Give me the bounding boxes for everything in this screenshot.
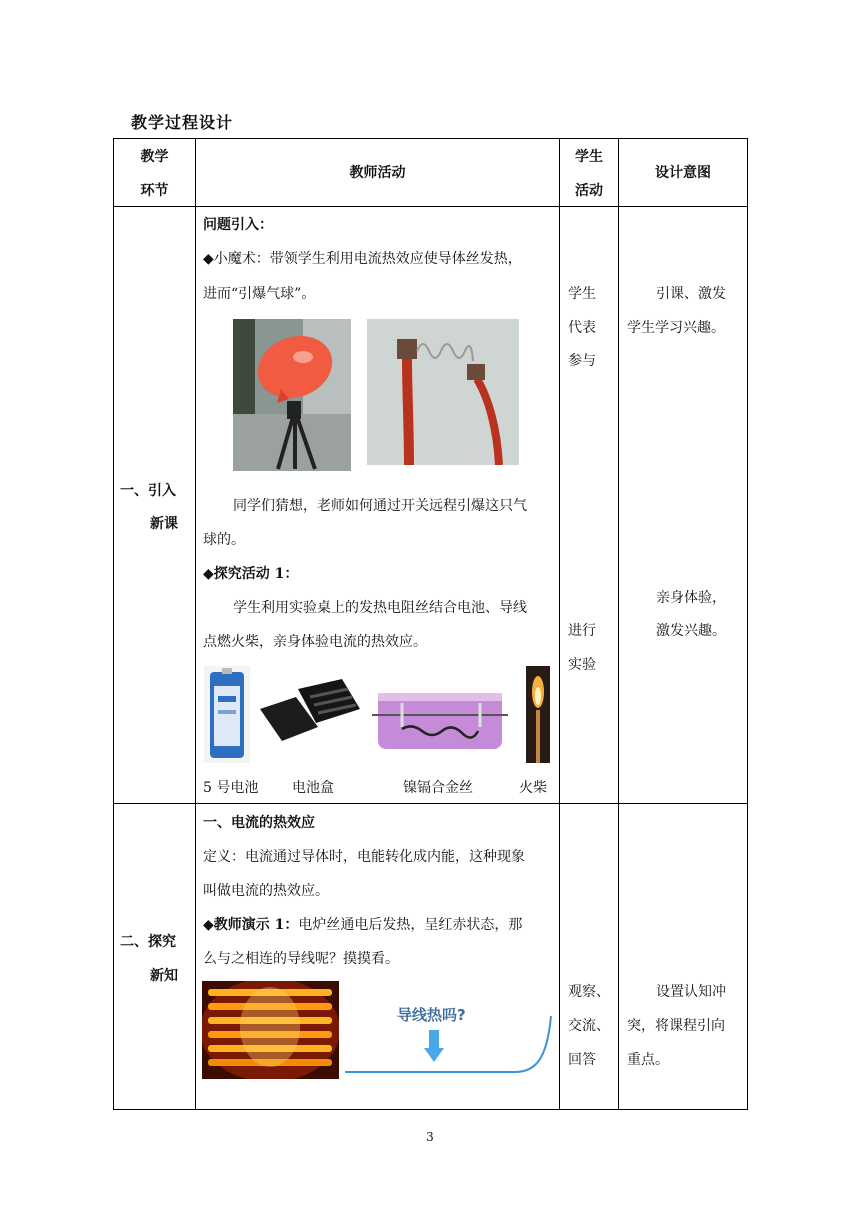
intro-heading: 问题引入： [203, 217, 273, 233]
wire-question-text: 导线热吗? [397, 1006, 466, 1024]
battery-illustration [204, 666, 250, 763]
student-activity-2-line-1: 进行 [568, 623, 596, 639]
header-student-1: 学生 [575, 149, 603, 165]
caption-battery-box: 电池盒 [292, 780, 334, 796]
activity-text-2: 点燃火柴，亲身体验电流的热效应。 [203, 634, 427, 650]
student-activity-1-line-2: 代表 [568, 320, 596, 336]
intent-1-line-2: 学生学习兴趣。 [627, 320, 725, 336]
battery-box-photo [256, 675, 364, 749]
nichrome-wire-photo [372, 683, 508, 755]
intent-2-line-1: 亲身体验， [656, 590, 726, 606]
battery-photo [204, 666, 250, 763]
stage-intro-2: 新课 [150, 516, 178, 532]
header-student-2: 活动 [575, 183, 603, 199]
demo-label: ◆教师演示 1： [203, 917, 299, 933]
student-activity-3-line-2: 交流、 [568, 1018, 610, 1034]
magic-text-1: ◆小魔术：带领学生利用电流热效应使导体丝发热， [203, 251, 522, 267]
intent-3-line-2: 突，将课程引向 [627, 1018, 725, 1034]
header-teacher: 教师活动 [349, 165, 406, 181]
definition-line-1: 定义：电流通过导体时，电能转化成内能，这种现象 [203, 849, 525, 865]
wire-question-graphic [345, 1000, 557, 1080]
guess-text-2: 球的。 [203, 532, 245, 548]
student-activity-1-line-1: 学生 [568, 286, 596, 302]
nichrome-wire-illustration [372, 683, 508, 755]
stage-intro: 一、引入 [120, 483, 176, 499]
caption-nichrome: 镍镉合金丝 [403, 780, 473, 796]
demo-text-2: 么与之相连的导线呢？摸摸看。 [203, 951, 399, 967]
balloon-illustration [233, 319, 351, 471]
intent-3-line-3: 重点。 [627, 1052, 669, 1068]
battery-box-illustration [256, 675, 364, 749]
coiled-wire-illustration [367, 319, 519, 465]
header-intent: 设计意图 [655, 165, 711, 181]
guess-text-1: 同学们猜想，老师如何通过开关远程引爆这只气 [233, 498, 527, 514]
activity-heading: ◆探究活动 1： [203, 566, 299, 582]
student-activity-3-line-1: 观察、 [568, 984, 610, 1000]
header-stage-2: 环节 [140, 183, 169, 199]
match-photo [526, 666, 550, 763]
caption-match: 火柴 [519, 780, 547, 796]
activity-text-1: 学生利用实验桌上的发热电阻丝结合电池、导线 [233, 600, 527, 616]
heater-coil-illustration [202, 981, 339, 1079]
caption-battery: 5 号电池 [203, 780, 259, 796]
definition-line-2: 叫做电流的热效应。 [203, 883, 329, 899]
match-illustration [526, 666, 550, 763]
demo-text-1: 电炉丝通电后发热，呈红赤状态，那 [298, 917, 523, 933]
student-activity-1-line-3: 参与 [568, 353, 596, 369]
section-title: 教学过程设计 [131, 113, 234, 132]
heater-photo [202, 981, 339, 1079]
stage-explore-2: 新知 [150, 968, 178, 984]
balloon-photo [233, 319, 351, 471]
student-activity-2-line-2: 实验 [568, 657, 596, 673]
demo-line-1 [203, 916, 522, 934]
stage-explore: 二、探究 [120, 934, 176, 950]
magic-text-2: 进而“引爆气球”。 [203, 286, 316, 302]
intent-2-line-2: 激发兴趣。 [656, 623, 726, 639]
intent-3-line-1: 设置认知冲 [656, 984, 726, 1000]
page-number: 3 [426, 1130, 434, 1144]
heat-effect-heading: 一、电流的热效应 [203, 815, 315, 831]
header-stage-1: 教学 [140, 149, 169, 165]
student-activity-3-line-3: 回答 [568, 1052, 596, 1068]
wire-photo [367, 319, 519, 465]
intent-1-line-1: 引课、激发 [656, 286, 726, 302]
